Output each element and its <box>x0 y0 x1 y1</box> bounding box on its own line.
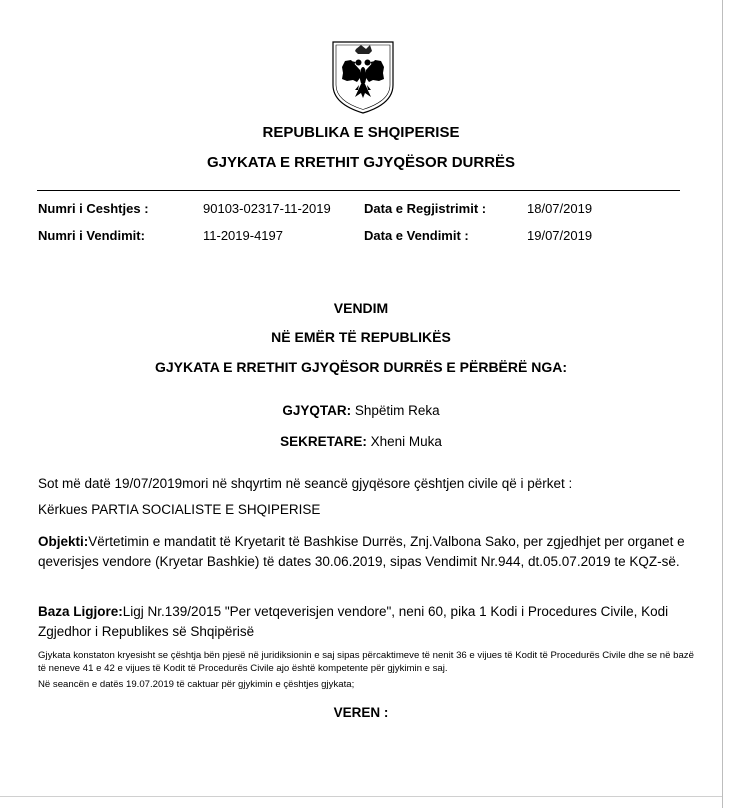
judge-line <box>0 403 722 418</box>
secretary-name: Xheni Muka <box>366 434 442 449</box>
secretary-label: SEKRETARE: <box>280 434 367 449</box>
case-number-label: Numri i Ceshtjes : <box>38 201 149 216</box>
decision-date-value: 19/07/2019 <box>527 228 593 243</box>
decision-number-value: 11-2019-4197 <box>203 228 283 243</box>
hearing-note: Në seancën e datës 19.07.2019 të caktuar për gjykimin e çështjes gjykata; <box>38 679 355 690</box>
object-paragraph <box>38 532 688 572</box>
title-court-composition: GJYKATA E RRETHIT GJYQËSOR DURRËS E PËRBËRË NGA: <box>154 359 567 375</box>
intro-paragraph: Sot më datë 19/07/2019mori në shqyrtim në seancë gjyqësore çështjen civile që i përket : <box>38 476 573 491</box>
header-court: GJYKATA E RRETHIT GJYQËSOR DURRËS <box>206 154 516 171</box>
judge-name: Shpëtim Reka <box>351 403 440 418</box>
header-divider <box>37 190 680 191</box>
plaintiff-line: Kërkues PARTIA SOCIALISTE E SHQIPERISE <box>38 502 321 517</box>
legal-basis-text: Ligj Nr.139/2015 "Per vetqeverisjen vendore", neni 60, pika 1 Kodi i Procedures Civile, Kodi Zgjedhor i Republikes së Shqipërisë <box>38 604 669 639</box>
object-label: Objekti: <box>38 534 89 549</box>
decision-number-label: Numri i Vendimit: <box>38 228 145 243</box>
jurisdiction-note: Gjykata konstaton kryesisht se çështja bën pjesë në juridiksionin e saj sipas përcaktimeve të nenit 36 e vijues të Kodit të Procedurës Civile dhe se në bazë të neneve 41 e 42 e vijues të Kodit të Procedurës Civile ajo është kompetente për gjykimin e saj. <box>38 650 694 674</box>
registration-date-label: Data e Regjistrimit : <box>364 201 487 216</box>
header-republic: REPUBLIKA E SHQIPERISE <box>262 124 460 141</box>
finding-heading: VEREN : <box>333 705 389 720</box>
page-edge-right <box>722 0 723 808</box>
title-decision: VENDIM <box>333 300 389 316</box>
legal-basis-label: Baza Ligjore: <box>38 604 123 619</box>
page-edge-bottom <box>0 796 722 797</box>
registration-date-value: 18/07/2019 <box>527 201 593 216</box>
decision-date-label: Data e Vendimit : <box>364 228 469 243</box>
secretary-line <box>0 434 722 449</box>
albanian-coat-of-arms-icon <box>331 40 395 115</box>
title-in-name-of-republic: NË EMËR TË REPUBLIKËS <box>271 329 451 345</box>
legal-basis-paragraph <box>38 602 688 642</box>
judge-label: GJYQTAR: <box>282 403 352 418</box>
case-number-value: 90103-02317-11-2019 <box>203 201 331 216</box>
object-text: Vërtetimin e mandatit të Kryetarit të Bashkise Durrës, Znj.Valbona Sako, per zgjedhjet per organet e qeverisjes vendore (Kryetar Bashkie) të dates 30.06.2019, sipas Vendimit Nr.944, dt.05.07.2019 te KQZ-së. <box>38 534 685 569</box>
